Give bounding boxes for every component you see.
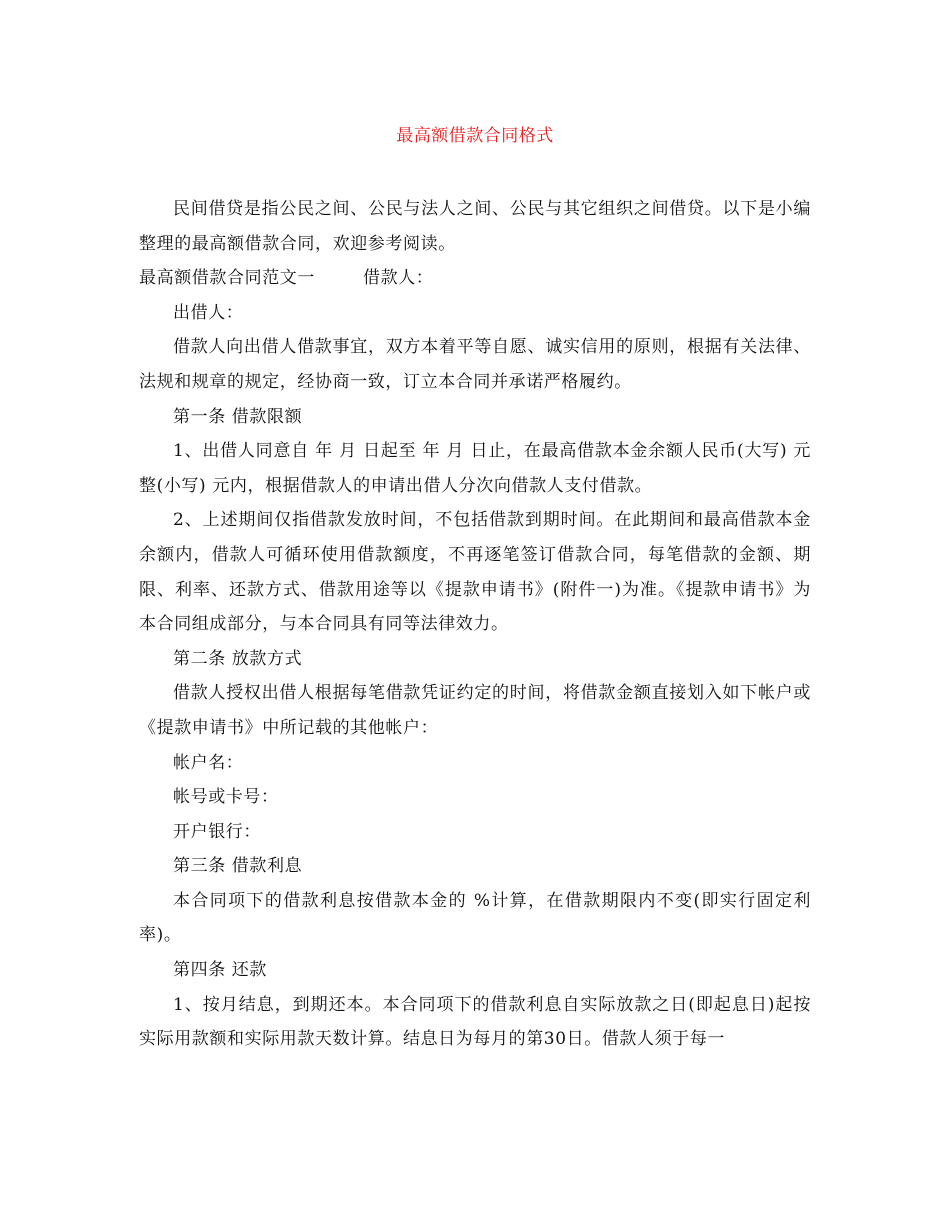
document-body <box>139 192 811 1057</box>
article-2-heading: 第二条 放款方式 <box>173 648 303 669</box>
paragraph-intro: 民间借贷是指公民之间、公民与法人之间、公民与其它组织之间借贷。以下是小编整理的最高额借款合同，欢迎参考阅读。 <box>139 199 811 254</box>
article-1-heading: 第一条 借款限额 <box>173 406 303 427</box>
article-1-clause-1: 1、出借人同意自 年 月 日起至 年 月 日止，在最高借款本金余额人民币(大写) 元整(小写) 元内，根据借款人的申请出借人分次向借款人支付借款。 <box>139 441 811 496</box>
borrower-label: 借款人： <box>363 268 434 289</box>
sample-heading: 最高额借款合同范文一 <box>139 268 315 289</box>
article-3-heading: 第三条 借款利息 <box>173 856 303 877</box>
heading-line <box>139 261 811 296</box>
paragraph-preamble: 借款人向出借人借款事宜，双方本着平等自愿、诚实信用的原则，根据有关法律、法规和规章的规定，经协商一致，订立本合同并承诺严格履约。 <box>139 337 811 392</box>
account-number-label: 帐号或卡号： <box>173 787 279 808</box>
article-4-heading: 第四条 还款 <box>173 960 268 981</box>
article-3-text: 本合同项下的借款利息按借款本金的 %计算，在借款期限内不变(即实行固定利率)。 <box>139 890 811 946</box>
lender-label: 出借人： <box>173 302 244 323</box>
article-2-text: 借款人授权出借人根据每笔借款凭证约定的时间，将借款金额直接划入如下帐户或《提款申请书》中所记载的其他帐户： <box>139 683 811 738</box>
account-name-label: 帐户名： <box>173 752 244 773</box>
article-1-clause-2: 2、上述期间仅指借款发放时间，不包括借款到期时间。在此期间和最高借款本金余额内，借款人可循环使用借款额度，不再逐笔签订借款合同，每笔借款的金额、期限、利率、还款方式、借款用途等以《提款申请书》(附件一)为准。《提款申请书》为本合同组成部分，与本合同具有同等法律效力。 <box>139 510 811 635</box>
article-4-clause-1: 1、按月结息，到期还本。本合同项下的借款利息自实际放款之日(即起息日)起按实际用款额和实际用款天数计算。结息日为每月的第30日。借款人须于每一 <box>139 994 811 1050</box>
bank-label: 开户银行： <box>173 821 261 842</box>
document-title: 最高额借款合同格式 <box>396 126 554 146</box>
